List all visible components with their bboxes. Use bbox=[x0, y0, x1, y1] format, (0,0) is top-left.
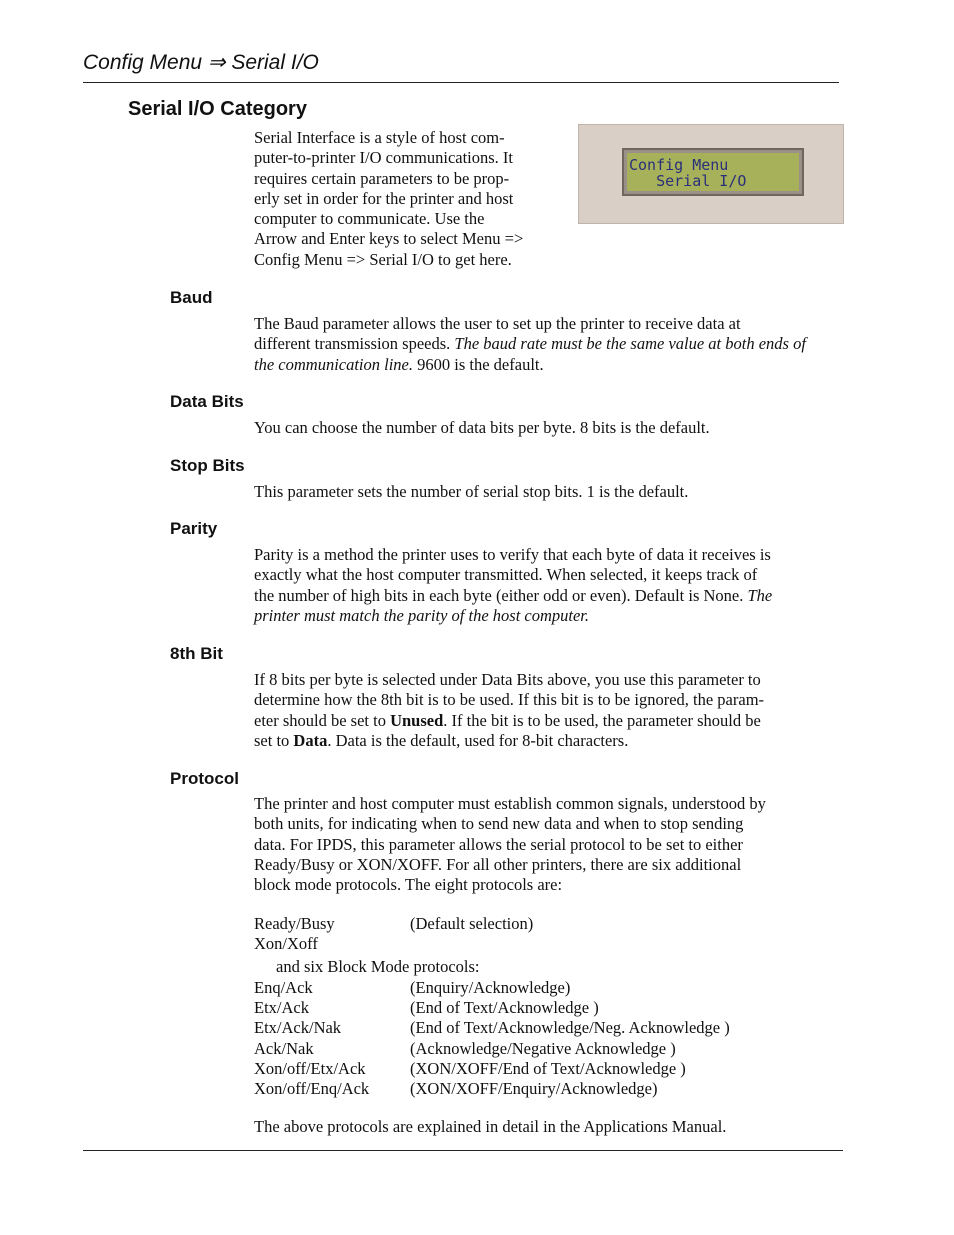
protocol-paragraph bbox=[254, 794, 854, 895]
page-header-title: Config Menu ⇒ Serial I/O bbox=[83, 51, 319, 74]
protocol-name: Ready/Busy bbox=[254, 914, 335, 933]
parity-note: printer must match the parity of the host computer. bbox=[254, 605, 590, 625]
unused-value: Unused bbox=[390, 710, 444, 730]
protocol-line: Ready/Busy or XON/XOFF. For all other printers, there are six additional bbox=[254, 854, 742, 874]
eighth-bit-text: set to bbox=[254, 730, 294, 750]
parity-line bbox=[254, 586, 854, 606]
lcd-line-1: Config Menu bbox=[629, 156, 729, 174]
protocol-description: (Acknowledge/Negative Acknowledge ) bbox=[410, 1039, 676, 1058]
baud-line bbox=[254, 355, 844, 375]
baud-default: 9600 is the default. bbox=[413, 354, 544, 374]
protocol-row bbox=[254, 1079, 854, 1099]
parity-line bbox=[254, 606, 854, 626]
baud-text: different transmission speeds. bbox=[254, 334, 455, 354]
eighth-bit-text: . If the bit is to be used, the parameter should be bbox=[443, 710, 761, 730]
section-title: Serial I/O Category bbox=[128, 98, 307, 120]
lcd-display-photo bbox=[578, 124, 844, 224]
protocol-line: both units, for indicating when to send new data and when to stop sending bbox=[254, 814, 744, 834]
protocol-row bbox=[254, 1039, 854, 1059]
eighth-bit-line bbox=[254, 711, 854, 731]
baud-heading: Baud bbox=[170, 288, 213, 307]
protocol-description: (XON/XOFF/Enquiry/Acknowledge) bbox=[410, 1079, 658, 1098]
lcd-screen bbox=[627, 153, 799, 191]
protocol-name: Ack/Nak bbox=[254, 1039, 314, 1058]
header-divider bbox=[83, 82, 839, 83]
eighth-bit-line: If 8 bits per byte is selected under Data Bits above, you use this parameter to bbox=[254, 670, 761, 689]
lcd-bezel bbox=[622, 148, 804, 196]
protocol-row bbox=[254, 914, 854, 934]
data-value: Data bbox=[293, 730, 328, 750]
protocol-row bbox=[254, 934, 854, 954]
protocol-row bbox=[254, 1059, 854, 1079]
protocol-line: data. For IPDS, this parameter allows the serial protocol to be set to either bbox=[254, 834, 743, 854]
parity-text: the number of high bits in each byte (either odd or even). Default is None. bbox=[254, 585, 748, 605]
protocol-name: Xon/Xoff bbox=[254, 934, 318, 953]
intro-line: puter-to-printer I/O communications. It bbox=[254, 148, 514, 168]
parity-line: exactly what the host computer transmitted. When selected, it keeps track of bbox=[254, 565, 758, 585]
protocol-line: block mode protocols. The eight protocols are: bbox=[254, 875, 563, 895]
protocol-footer: The above protocols are explained in detail in the Applications Manual. bbox=[254, 1117, 727, 1136]
intro-line: erly set in order for the printer and host bbox=[254, 188, 514, 208]
intro-line: Config Menu => Serial I/O to get here. bbox=[254, 249, 512, 269]
protocol-description: (Default selection) bbox=[410, 914, 534, 933]
protocol-line: The printer and host computer must establish common signals, understood by bbox=[254, 794, 766, 813]
block-mode-intro: and six Block Mode protocols: bbox=[276, 957, 480, 976]
intro-paragraph bbox=[254, 128, 569, 270]
stop-bits-paragraph: This parameter sets the number of serial stop bits. 1 is the default. bbox=[254, 482, 689, 501]
intro-line: Serial Interface is a style of host com- bbox=[254, 128, 505, 147]
baud-note: the communication line. bbox=[254, 354, 414, 374]
eighth-bit-text: eter should be set to bbox=[254, 710, 391, 730]
eighth-bit-line: determine how the 8th bit is to be used. If this bit is to be ignored, the param- bbox=[254, 690, 765, 710]
protocol-row bbox=[254, 978, 854, 998]
protocol-description: (XON/XOFF/End of Text/Acknowledge ) bbox=[410, 1059, 686, 1078]
intro-line: computer to communicate. Use the bbox=[254, 209, 485, 229]
protocol-description: (Enquiry/Acknowledge) bbox=[410, 978, 571, 997]
lcd-line-2: Serial I/O bbox=[629, 172, 747, 190]
protocol-name: Etx/Ack bbox=[254, 998, 309, 1017]
parity-line: Parity is a method the printer uses to verify that each byte of data it receives is bbox=[254, 545, 771, 564]
stop-bits-heading: Stop Bits bbox=[170, 456, 245, 475]
data-bits-heading: Data Bits bbox=[170, 392, 244, 411]
eighth-bit-line bbox=[254, 731, 854, 751]
baud-note: The baud rate must be the same value at both ends of bbox=[454, 334, 806, 354]
protocol-name: Etx/Ack/Nak bbox=[254, 1018, 342, 1037]
protocol-description: (End of Text/Acknowledge ) bbox=[410, 998, 599, 1017]
protocol-row bbox=[254, 998, 854, 1018]
protocol-name: Xon/off/Etx/Ack bbox=[254, 1059, 366, 1078]
intro-line: requires certain parameters to be prop- bbox=[254, 168, 510, 188]
eighth-bit-paragraph bbox=[254, 670, 854, 751]
baud-paragraph bbox=[254, 314, 844, 375]
baud-line bbox=[254, 334, 844, 354]
protocol-name: Xon/off/Enq/Ack bbox=[254, 1079, 370, 1098]
protocol-list bbox=[254, 914, 854, 1104]
parity-heading: Parity bbox=[170, 519, 218, 538]
protocol-description: (End of Text/Acknowledge/Neg. Acknowledge ) bbox=[410, 1018, 730, 1037]
protocol-row bbox=[254, 1018, 854, 1038]
protocol-heading: Protocol bbox=[170, 769, 239, 788]
eighth-bit-text: . Data is the default, used for 8-bit characters. bbox=[327, 730, 629, 750]
intro-line: Arrow and Enter keys to select Menu => bbox=[254, 229, 524, 249]
parity-paragraph bbox=[254, 545, 854, 626]
footer-divider bbox=[83, 1150, 843, 1151]
eighth-bit-heading: 8th Bit bbox=[170, 644, 223, 663]
protocol-name: Enq/Ack bbox=[254, 978, 313, 997]
data-bits-paragraph: You can choose the number of data bits per byte. 8 bits is the default. bbox=[254, 418, 710, 437]
baud-line: The Baud parameter allows the user to set up the printer to receive data at bbox=[254, 314, 741, 333]
parity-note: The bbox=[747, 585, 773, 605]
